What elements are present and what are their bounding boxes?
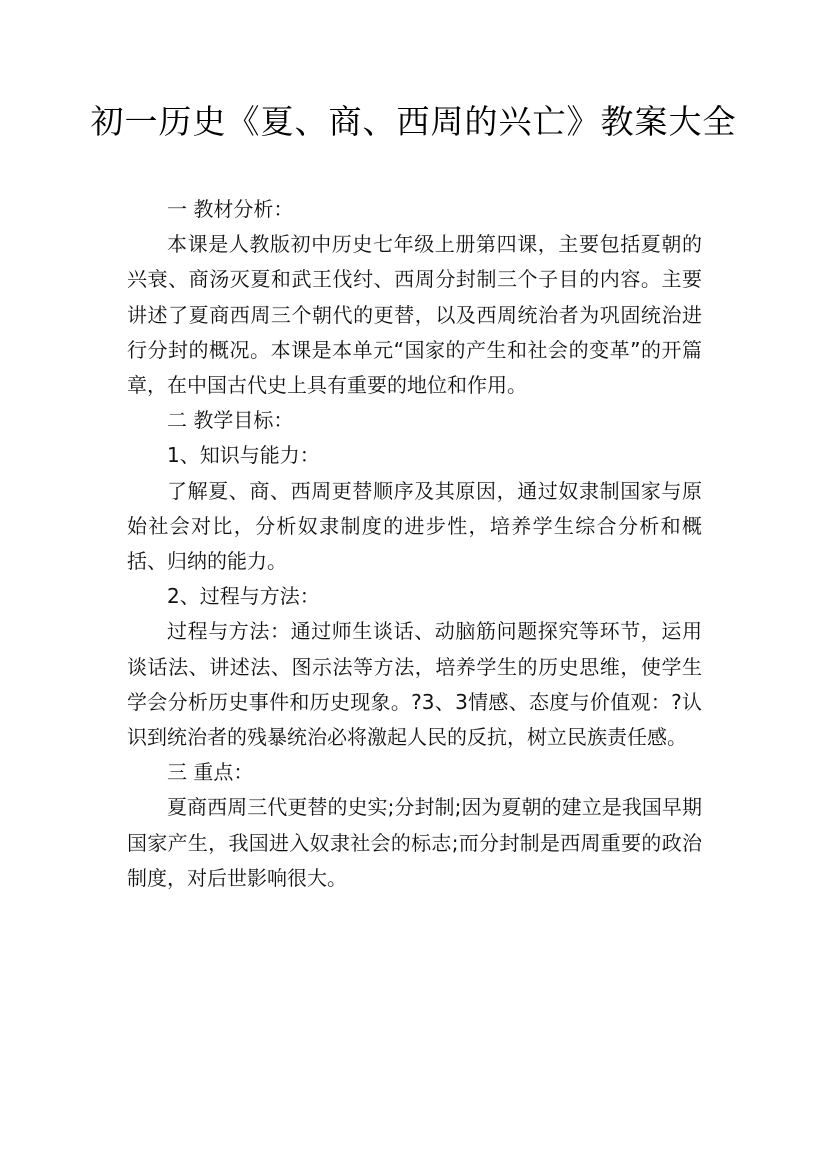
document-body bbox=[127, 192, 702, 896]
section-heading-key-points: 三 重点： bbox=[167, 760, 254, 785]
subheading-process-method: 2、过程与方法： bbox=[167, 584, 320, 609]
paragraph-key-points: 夏商西周三代更替的史实;分封制;因为夏朝的建立是我国早期国家产生，我国进入奴隶社会的标志;而分封制是西周重要的政治制度，对后世影响很大。 bbox=[127, 795, 702, 890]
subheading-knowledge-ability: 1、知识与能力： bbox=[167, 443, 320, 468]
paragraph-knowledge-ability: 了解夏、商、西周更替顺序及其原因，通过奴隶制国家与原始社会对比，分析奴隶制度的进步性，培养学生综合分析和概括、归纳的能力。 bbox=[127, 478, 702, 574]
page-title: 初一历史《夏、商、西周的兴亡》教案大全 bbox=[90, 102, 737, 141]
paragraph-textbook-analysis: 本课是人教版初中历史七年级上册第四课，主要包括夏朝的兴衰、商汤灭夏和武王伐纣、西周分封制三个子目的内容。主要讲述了夏商西周三个朝代的更替，以及西周统治者为巩固统治进行分封的概况。本课是本单元“国家的产生和社会的变革”的开篇章，在中国古代史上具有重要的地位和作用。 bbox=[127, 232, 702, 398]
section-heading-teaching-goals: 二 教学目标： bbox=[167, 408, 294, 433]
paragraph-process-method: 过程与方法：通过师生谈话、动脑筋问题探究等环节，运用谈话法、讲述法、图示法等方法，培养学生的历史思维，使学生学会分析历史事件和历史现象。?3、3情感、态度与价值观：?认识到统治者的残暴统治必将激起人民的反抗，树立民族责任感。 bbox=[127, 619, 702, 750]
section-heading-textbook-analysis: 一 教材分析： bbox=[167, 197, 294, 221]
